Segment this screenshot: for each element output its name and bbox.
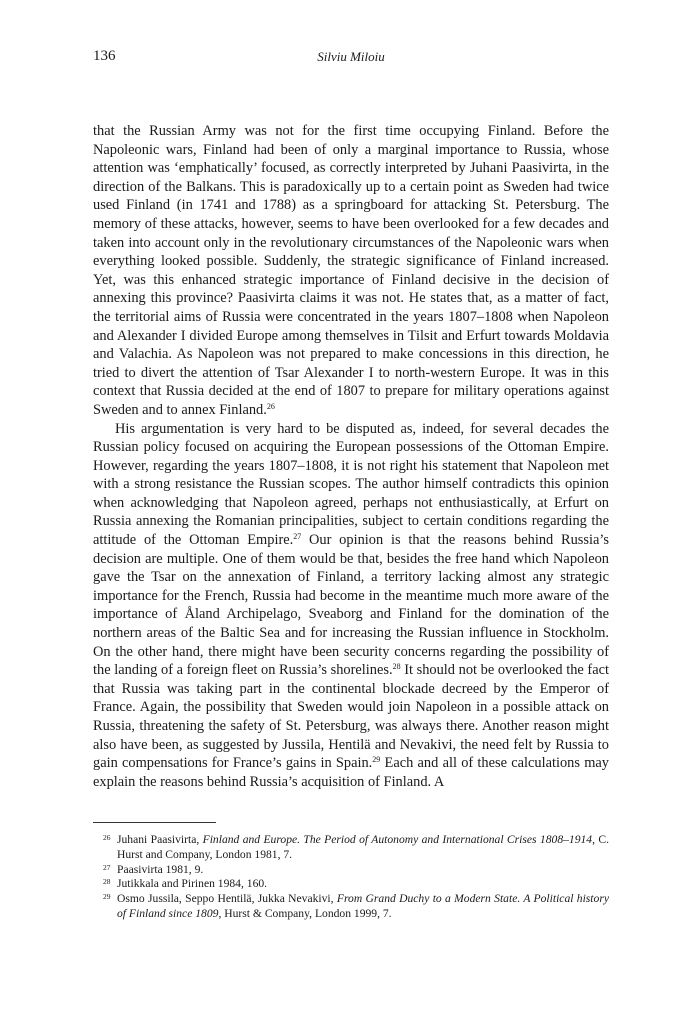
footnote-book-title: From Grand Duchy to a Modern State. A Political history of Finland since 1809 (117, 892, 609, 920)
footnote-number: 28 (103, 877, 111, 887)
footnote-text: Osmo Jussila, Seppo Hentilä, Jukka Nevakivi, (117, 892, 337, 906)
footnote-28 (93, 877, 609, 892)
main-text (93, 122, 609, 791)
paragraph-2-text-part-2: Our opinion is that the reasons behind Russia’s decision are multiple. One of them would be that, besides the free hand which Napoleon gave the Tsar on the annexation of Finland, a territory lacking almost any strategic importance for the French, Russia had become in the meantime much more aware of the importance of Åland Archipelago, Sveaborg and Finland for the domination of the northern areas of the Baltic Sea and for increasing the Russian influence in Stockholm. On the other hand, there might have been security concerns regarding the possibility of the landing of a foreign fleet on Russia’s shorelines. (93, 532, 609, 679)
footnote-publisher: , C. Hurst and Company, London 1981, 7. (117, 833, 610, 861)
footnote-29 (93, 892, 609, 922)
running-head-author: Silviu Miloiu (317, 49, 385, 64)
paragraph-2-text-part-4: Each and all of these calculations may explain the reasons behind Russia’s acquisition of Finland. A (93, 755, 609, 790)
paragraph-2-text-part-3: It should not be overlooked the fact that Russia was taking part in the continental blockade decreed by the Emperor of France. Again, the possibility that Sweden would join Napoleon in a possible attack on Russia, threatening the safety of St. Petersburg, was always there. Another reason might also have been, as suggested by Jussila, Hentilä and Nevakivi, the need felt by Russia to gain compensations for France’s gains in Spain. (93, 662, 609, 772)
footnotes (93, 833, 609, 922)
footnote-number: 27 (103, 862, 111, 872)
footnote-ref-28[interactable]: 28 (392, 662, 401, 672)
footnote-ref-26[interactable]: 26 (266, 401, 275, 411)
paragraph-1-text: that the Russian Army was not for the first time occupying Finland. Before the Napoleonic wars, Finland had been of only a marginal importance to Russia, whose attention was ‘emphatically’ focused, as correctly interpreted by Juhani Paasivirta, in the direction of the Balkans. This is paradoxically up to a certain point as Sweden had twice used Finland (in 1741 and 1788) as a springboard for attacking St. Petersburg. The memory of these attacks, however, seems to have been overlooked for a few decades and taken into account only in the revolutionary circumstances of the Napoleonic wars when everything looked possible. Suddenly, the strategic significance of Finland increased. Yet, was this enhanced strategic importance of Finland decisive in the decision of annexing this province? Paasivirta claims it was not. He states that, as a matter of fact, the territorial aims of Russia were concentrated in the years 1807–1808 when Napoleon and Alexander I divided Europe among themselves in Tilsit and Erfurt towards Moldavia and Valachia. As Napoleon was not prepared to make concessions in this direction, he tried to divert the attention of Tsar Alexander I to north-western Europe. It was in this context that Russia decided at the end of 1807 to prepare for military operations against Sweden and to annex Finland. (93, 123, 609, 418)
footnote-ref-27[interactable]: 27 (293, 532, 302, 542)
paragraph-2 (93, 420, 609, 792)
page-number: 136 (93, 48, 116, 64)
footnote-publisher: , Hurst & Company, London 1999, 7. (218, 906, 392, 920)
footnote-text: Juhani Paasivirta, (117, 833, 203, 846)
footnote-number: 29 (103, 892, 111, 902)
page-header (93, 48, 609, 68)
footnote-number: 26 (103, 833, 111, 842)
footnote-book-title: Finland and Europe. The Period of Autonomy and International Crises 1808–1914 (202, 833, 593, 846)
footnote-separator (93, 822, 216, 823)
footnote-27 (93, 863, 609, 878)
footnote-text: Jutikkala and Pirinen 1984, 160. (117, 877, 268, 891)
footnote-26 (93, 833, 609, 863)
paragraph-2-text-part-1: His argumentation is very hard to be disputed as, indeed, for several decades the Russian policy focused on acquiring the European possessions of the Ottoman Empire. However, regarding the years 1807–1808, it is not right his statement that Napoleon met with a strong resistance the Russian scopes. The author himself contradicts this opinion when acknowledging that Napoleon agreed, perhaps not enthusiastically, at Erfurt on Russia annexing the Romanian principalities, subject to certain conditions regarding the attitude of the Ottoman Empire. (93, 420, 609, 549)
footnote-ref-29[interactable]: 29 (372, 755, 381, 765)
footnote-text: Paasivirta 1981, 9. (117, 862, 204, 876)
paragraph-1 (93, 122, 609, 420)
